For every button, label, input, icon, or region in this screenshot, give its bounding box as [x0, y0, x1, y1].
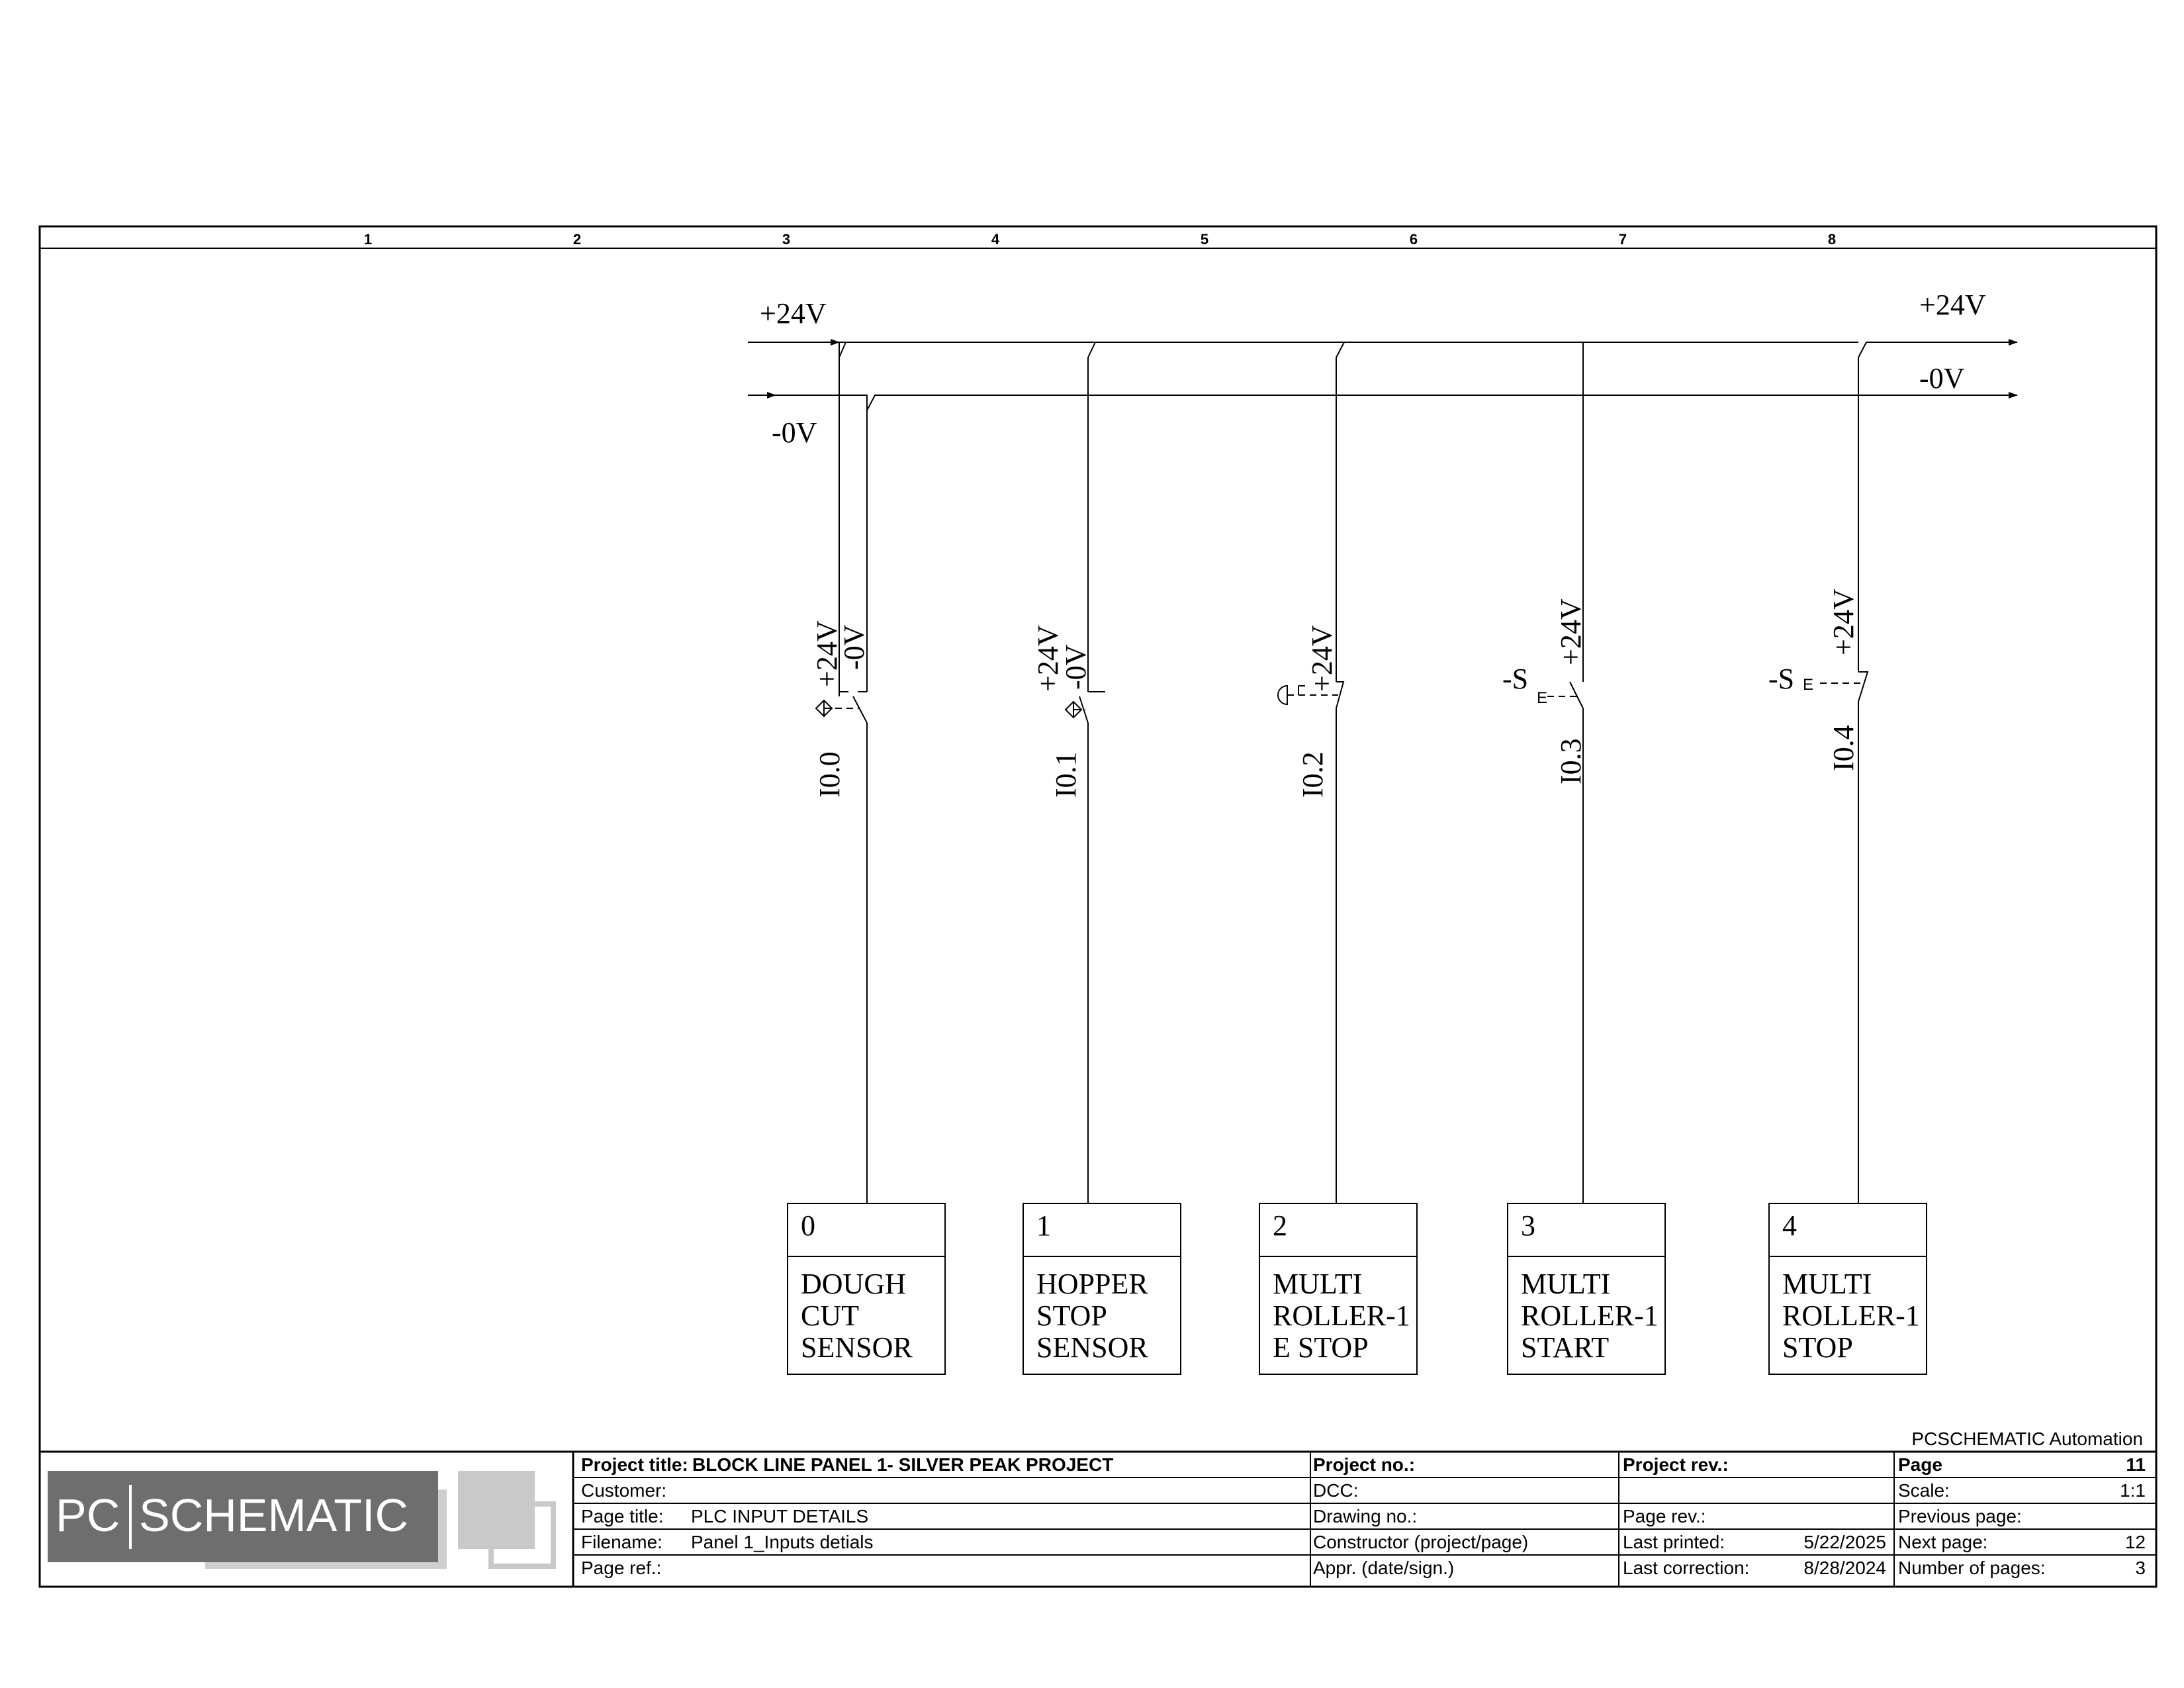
- pin-label-24v-4: +24V: [1827, 588, 1860, 655]
- logo-text-pc: PC: [56, 1489, 120, 1541]
- scale-value: 1:1: [2120, 1480, 2146, 1501]
- terminal-description-line: ROLLER-1: [1521, 1299, 1659, 1332]
- scale-label: Scale:: [1898, 1480, 1950, 1501]
- terminal-description-line: MULTI: [1782, 1268, 1872, 1300]
- terminal-box-2: [1259, 1203, 1417, 1374]
- dcc-label: DCC:: [1313, 1480, 1359, 1501]
- constructor-label: Constructor (project/page): [1313, 1532, 1529, 1552]
- company-name: PCSCHEMATIC Automation: [1911, 1429, 2143, 1449]
- estop-mushroom-icon: [1278, 686, 1287, 704]
- terminal-number: 3: [1521, 1209, 1535, 1242]
- terminal-box-0: [788, 1203, 945, 1374]
- terminal-box-3: [1508, 1203, 1665, 1374]
- column-number: 8: [1827, 231, 1837, 248]
- pcschematic-logo: [48, 1471, 553, 1569]
- terminal-description-line: DOUGH: [801, 1268, 906, 1300]
- last-correction-value: 8/28/2024: [1803, 1558, 1886, 1578]
- page-value: 11: [2126, 1454, 2146, 1475]
- terminal-description-line: MULTI: [1273, 1268, 1363, 1300]
- terminal-description-line: MULTI: [1521, 1268, 1611, 1300]
- input-address-2: I0.2: [1297, 751, 1329, 798]
- input-channel-2: [1278, 357, 1343, 1203]
- input-address-1: I0.1: [1050, 751, 1082, 798]
- terminal-description-line: SENSOR: [1036, 1331, 1148, 1364]
- page-title-label: Page title:: [581, 1506, 664, 1526]
- drawing-no-label: Drawing no.:: [1313, 1506, 1418, 1526]
- terminal-description-line: HOPPER: [1036, 1268, 1148, 1300]
- return-rail-label-left: -0V: [772, 416, 817, 449]
- number-of-pages-label: Number of pages:: [1898, 1558, 2046, 1578]
- input-channel-1: [1032, 357, 1105, 1203]
- pushbutton-contact-no: [1570, 682, 1583, 708]
- previous-page-label: Previous page:: [1898, 1506, 2022, 1526]
- pin-label-24v-2: +24V: [1306, 625, 1338, 692]
- next-page-label: Next page:: [1898, 1532, 1988, 1552]
- pin-label-0v-0: -0V: [838, 624, 870, 670]
- page-label: Page: [1898, 1454, 1942, 1475]
- column-number: 7: [1618, 231, 1627, 248]
- project-title-label: Project title:: [581, 1454, 688, 1475]
- number-of-pages-value: 3: [2135, 1558, 2146, 1578]
- pin-label-24v-3: +24V: [1555, 598, 1587, 665]
- terminal-description-line: START: [1521, 1331, 1610, 1364]
- terminal-number: 4: [1782, 1209, 1797, 1242]
- terminal-description-line: STOP: [1782, 1331, 1853, 1364]
- column-number: 3: [782, 231, 791, 248]
- column-number: 1: [363, 231, 373, 248]
- terminal-box-4: [1769, 1203, 1927, 1374]
- input-address-4: I0.4: [1827, 725, 1860, 771]
- column-number: 6: [1409, 231, 1418, 248]
- filename-label: Filename:: [581, 1532, 662, 1552]
- approval-label: Appr. (date/sign.): [1313, 1558, 1455, 1578]
- sensor-contact-0: [853, 696, 867, 723]
- terminal-number: 2: [1273, 1209, 1287, 1242]
- return-rail-label-right: -0V: [1919, 362, 1965, 395]
- terminal-description-line: ROLLER-1: [1782, 1299, 1920, 1332]
- page-ref-label: Page ref.:: [581, 1558, 662, 1578]
- filename-value: Panel 1_Inputs detials: [691, 1532, 874, 1552]
- input-channel-0: [811, 357, 870, 1203]
- last-printed-label: Last printed:: [1623, 1532, 1725, 1552]
- logo-text-schematic: SCHEMATIC: [139, 1489, 409, 1541]
- terminal-description-line: ROLLER-1: [1273, 1299, 1410, 1332]
- pin-label-24v-0: +24V: [811, 620, 843, 687]
- supply-rail-label-left: +24V: [760, 297, 827, 330]
- page-title-value: PLC INPUT DETAILS: [691, 1506, 869, 1526]
- device-ref-sub-3: E: [1537, 689, 1548, 707]
- input-channel-3: [1502, 357, 1587, 1203]
- project-no-label: Project no.:: [1313, 1454, 1416, 1475]
- last-printed-value: 5/22/2025: [1803, 1532, 1886, 1552]
- plc-input-terminals: [788, 1203, 1927, 1374]
- drawing-frame: [40, 226, 2156, 1587]
- column-number: 5: [1200, 231, 1209, 248]
- terminal-description-line: STOP: [1036, 1299, 1107, 1332]
- terminal-description-line: CUT: [801, 1299, 859, 1332]
- pin-label-0v-1: -0V: [1060, 644, 1092, 690]
- input-address-3: I0.3: [1555, 738, 1587, 784]
- device-ref-4: -S: [1768, 663, 1795, 695]
- customer-label: Customer:: [581, 1480, 667, 1501]
- input-address-0: I0.0: [813, 751, 846, 798]
- next-page-value: 12: [2124, 1532, 2146, 1552]
- terminal-number: 1: [1036, 1209, 1051, 1242]
- project-rev-label: Project rev.:: [1623, 1454, 1729, 1475]
- terminal-description-line: SENSOR: [801, 1331, 913, 1364]
- pushbutton-contact-nc: [1858, 672, 1868, 702]
- power-rails: [748, 342, 2017, 410]
- terminal-box-1: [1023, 1203, 1181, 1374]
- column-ruler: [364, 231, 1836, 248]
- page-rev-label: Page rev.:: [1623, 1506, 1706, 1526]
- project-title-value: BLOCK LINE PANEL 1- SILVER PEAK PROJECT: [692, 1454, 1114, 1475]
- input-channel-4: [1768, 357, 1868, 1203]
- device-ref-sub-4: E: [1803, 676, 1814, 694]
- last-correction-label: Last correction:: [1623, 1558, 1750, 1578]
- column-number: 4: [991, 231, 1000, 248]
- column-number: 2: [572, 231, 582, 248]
- device-ref-3: -S: [1502, 663, 1529, 695]
- terminal-number: 0: [801, 1209, 815, 1242]
- supply-rail-label-right: +24V: [1919, 289, 1986, 321]
- pin-label-24v-1: +24V: [1032, 625, 1064, 692]
- title-block: [40, 1452, 2156, 1587]
- terminal-description-line: E STOP: [1273, 1331, 1369, 1364]
